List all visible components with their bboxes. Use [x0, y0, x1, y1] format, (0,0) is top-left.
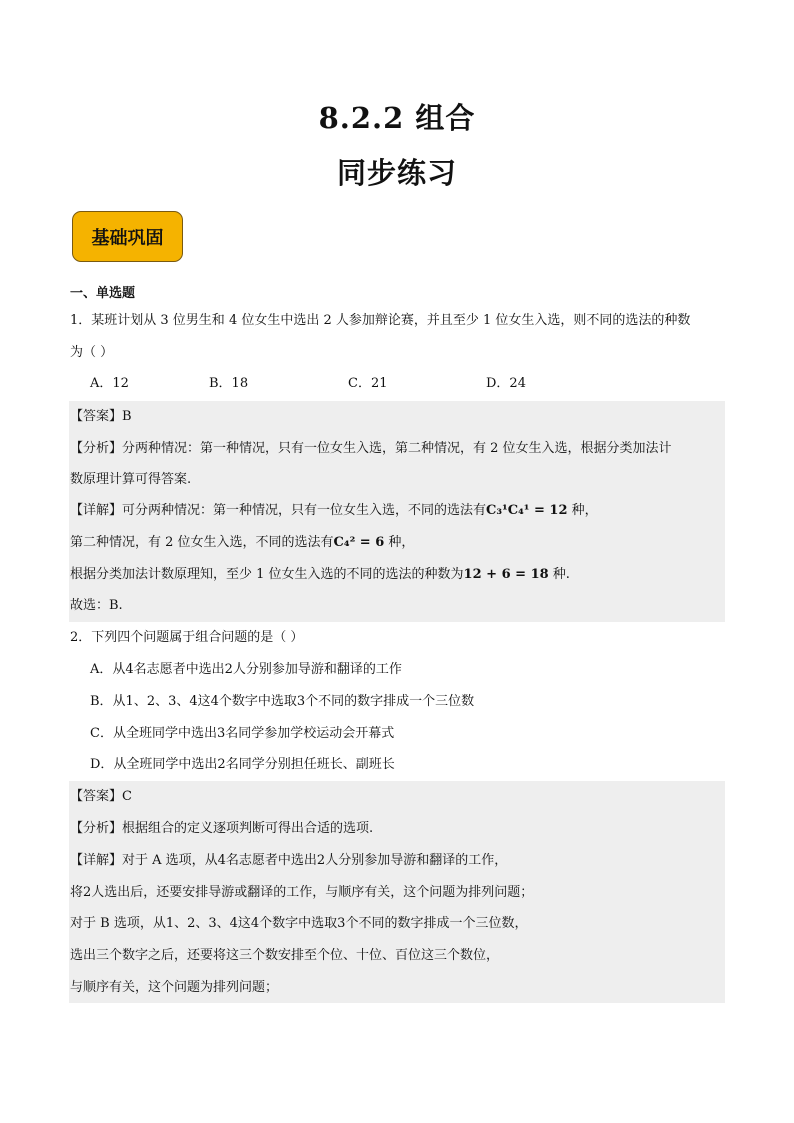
q1-detail-line2-tail: 种，	[384, 535, 415, 550]
q1-detail-line1	[70, 503, 598, 519]
q1-analysis-line1: 【分析】分两种情况：第一种情况，只有一位女生入选，第二种情况，有 2 位女生入选，根据分类加法计	[70, 441, 672, 456]
q1-detail-line3-formula: 12 + 6 = 18	[463, 567, 549, 582]
document-subtitle: 同步练习	[336, 156, 457, 190]
section-heading: 一、单选题	[70, 286, 136, 301]
q2-answer: 【答案】C	[70, 789, 132, 804]
q2-option-d: D．从全班同学中选出2名同学分别担任班长、副班长	[90, 757, 395, 772]
q2-detail-line: 【详解】对于 A 选项，从4名志愿者中选出2人分别参加导游和翻译的工作，	[70, 853, 508, 868]
q1-detail-line3-tail: 种.	[548, 567, 570, 582]
q1-option-c: C．21	[348, 376, 388, 391]
q2-detail-line: 将2人选出后，还要安排导游或翻译的工作，与顺序有关，这个问题为排列问题；	[70, 885, 534, 900]
q2-option-a: A．从4名志愿者中选出2人分别参加导游和翻译的工作	[90, 662, 402, 677]
q1-detail-line1-tail: 种，	[567, 503, 598, 518]
document-title: 8.2.2 组合	[318, 101, 476, 135]
q1-detail-line1-text: 【详解】可分两种情况：第一种情况，只有一位女生入选，不同的选法有	[70, 503, 487, 518]
q1-detail-line2	[70, 535, 414, 551]
q1-answer: 【答案】B	[70, 409, 132, 424]
q1-detail-line4: 故选：B.	[70, 598, 123, 613]
q2-option-b: B．从1、2、3、4这4个数字中选取3个不同的数字排成一个三位数	[90, 694, 475, 709]
q1-detail-line3	[70, 567, 570, 583]
q2-detail-line: 选出三个数字之后，还要将这三个数安排至个位、十位、百位这三个数位，	[70, 948, 500, 963]
q1-option-d: D．24	[486, 376, 526, 391]
q2-stem: 2．下列四个问题属于组合问题的是（ ）	[70, 630, 304, 645]
q1-option-a: A．12	[90, 376, 129, 391]
q1-stem-line2: 为（ ）	[70, 345, 114, 360]
q2-detail-line: 与顺序有关，这个问题为排列问题；	[70, 980, 279, 995]
section-badge: 基础巩固	[72, 211, 183, 262]
q1-detail-line3-text: 根据分类加法计数原理知，至少 1 位女生入选的不同的选法的种数为	[70, 567, 464, 582]
q2-analysis: 【分析】根据组合的定义逐项判断可得出合适的选项.	[70, 821, 374, 836]
q1-option-b: B．18	[209, 376, 249, 391]
q1-detail-line1-formula: C₃¹C₄¹ = 12	[486, 503, 568, 518]
q1-analysis-line2: 数原理计算可得答案.	[70, 472, 192, 487]
q2-detail-line: 对于 B 选项，从1、2、3、4这4个数字中选取3个不同的数字排成一个三位数，	[70, 916, 528, 931]
q1-detail-line2-text: 第二种情况，有 2 位女生入选，不同的选法有	[70, 535, 334, 550]
q1-detail-line2-formula: C₄² = 6	[333, 535, 385, 550]
q1-stem-line1: 1．某班计划从 3 位男生和 4 位女生中选出 2 人参加辩论赛，并且至少 1 位女生入选，则不同的选法的种数	[70, 313, 691, 328]
q2-option-c: C．从全班同学中选出3名同学参加学校运动会开幕式	[90, 726, 395, 741]
